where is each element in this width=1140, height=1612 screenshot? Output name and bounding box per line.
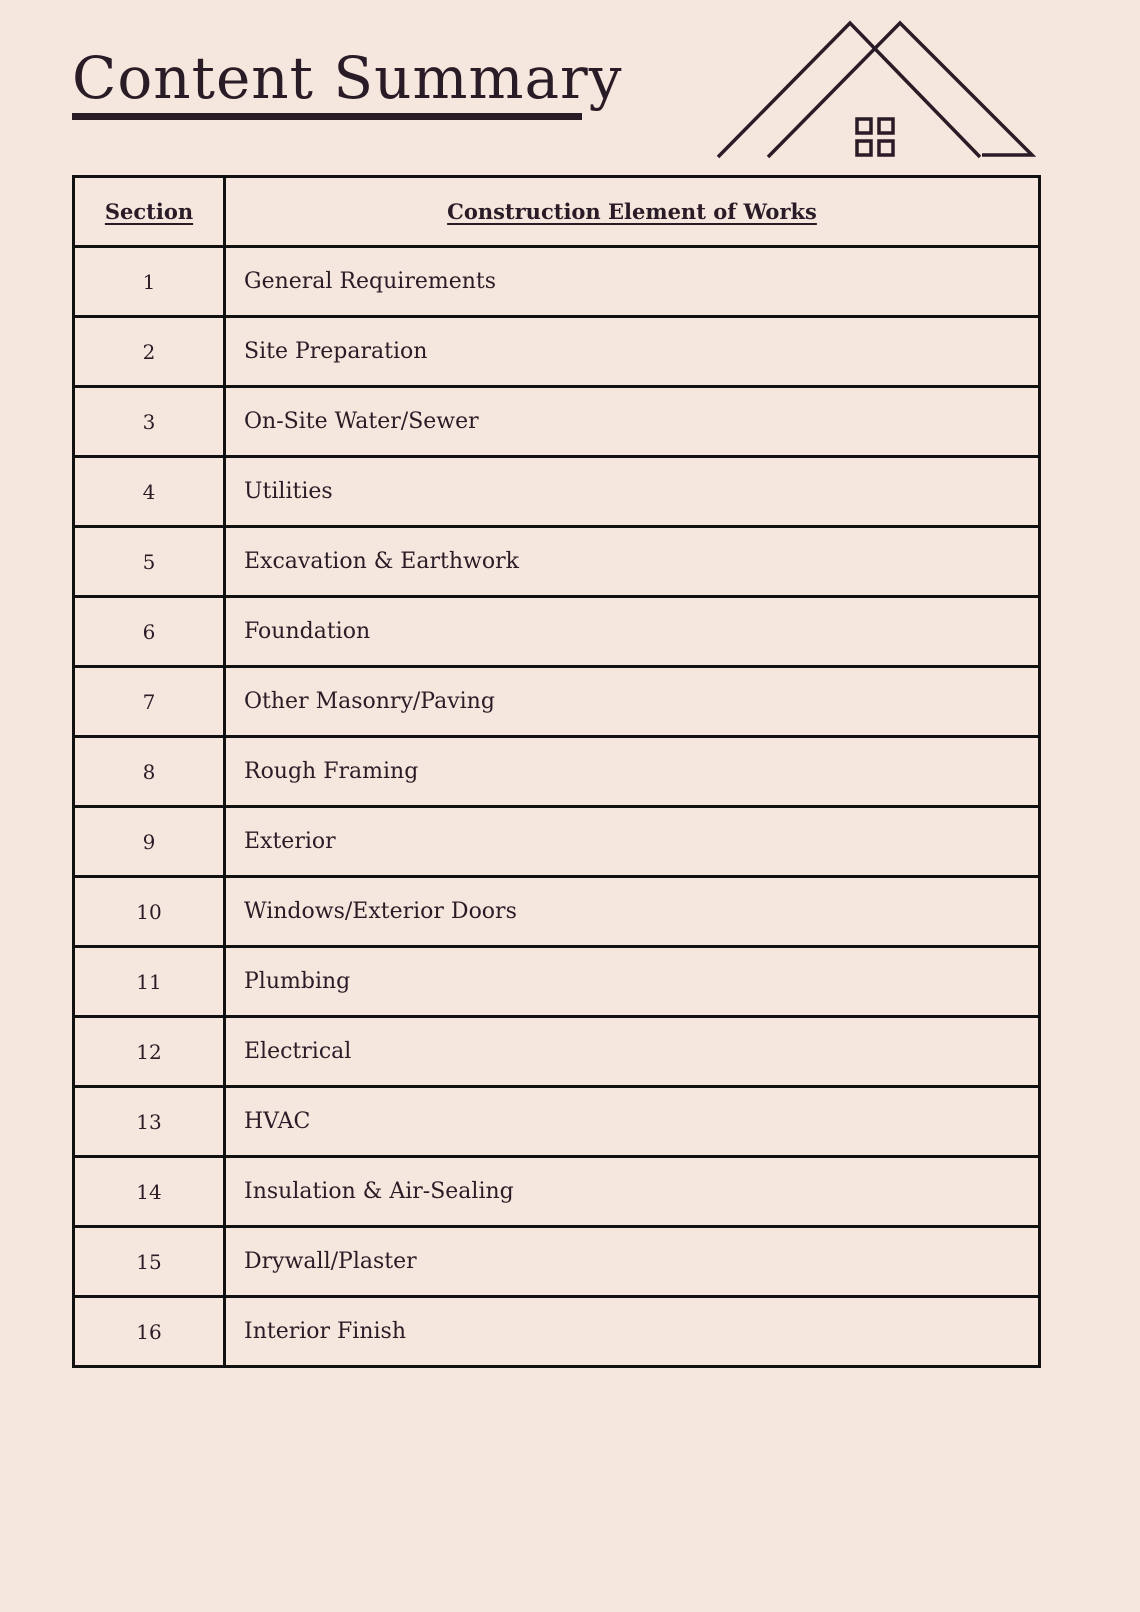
section-number: 16 bbox=[74, 1297, 225, 1367]
table-row bbox=[74, 247, 1040, 317]
section-number: 14 bbox=[74, 1157, 225, 1227]
table-row bbox=[74, 1297, 1040, 1367]
section-number: 11 bbox=[74, 947, 225, 1017]
element-label: Foundation bbox=[225, 597, 1040, 667]
element-label: Excavation & Earthwork bbox=[225, 527, 1040, 597]
section-number: 5 bbox=[74, 527, 225, 597]
section-number: 15 bbox=[74, 1227, 225, 1297]
element-label: Exterior bbox=[225, 807, 1040, 877]
title-underline bbox=[72, 113, 582, 120]
table-row bbox=[74, 737, 1040, 807]
section-number: 10 bbox=[74, 877, 225, 947]
section-number: 8 bbox=[74, 737, 225, 807]
element-label: Interior Finish bbox=[225, 1297, 1040, 1367]
content-table bbox=[72, 175, 1038, 1368]
header-section: Section bbox=[74, 177, 225, 247]
section-number: 4 bbox=[74, 457, 225, 527]
table-row bbox=[74, 947, 1040, 1017]
house-roof-icon bbox=[710, 16, 1040, 166]
table-row bbox=[74, 1087, 1040, 1157]
page-title: Content Summary bbox=[72, 44, 623, 112]
table-row bbox=[74, 597, 1040, 667]
section-number: 1 bbox=[74, 247, 225, 317]
element-label: Plumbing bbox=[225, 947, 1040, 1017]
element-label: Insulation & Air-Sealing bbox=[225, 1157, 1040, 1227]
element-label: Site Preparation bbox=[225, 317, 1040, 387]
table-row bbox=[74, 807, 1040, 877]
element-label: Electrical bbox=[225, 1017, 1040, 1087]
element-label: HVAC bbox=[225, 1087, 1040, 1157]
section-number: 9 bbox=[74, 807, 225, 877]
table-row bbox=[74, 1227, 1040, 1297]
table-row bbox=[74, 1017, 1040, 1087]
section-number: 2 bbox=[74, 317, 225, 387]
table-row bbox=[74, 877, 1040, 947]
section-number: 12 bbox=[74, 1017, 225, 1087]
header-construction-element: Construction Element of Works bbox=[225, 177, 1040, 247]
section-number: 13 bbox=[74, 1087, 225, 1157]
section-number: 6 bbox=[74, 597, 225, 667]
table-row bbox=[74, 387, 1040, 457]
table-row bbox=[74, 527, 1040, 597]
table-row bbox=[74, 317, 1040, 387]
element-label: Other Masonry/Paving bbox=[225, 667, 1040, 737]
table-row bbox=[74, 1157, 1040, 1227]
element-label: Utilities bbox=[225, 457, 1040, 527]
table-row bbox=[74, 667, 1040, 737]
section-number: 7 bbox=[74, 667, 225, 737]
element-label: On-Site Water/Sewer bbox=[225, 387, 1040, 457]
element-label: Rough Framing bbox=[225, 737, 1040, 807]
element-label: Windows/Exterior Doors bbox=[225, 877, 1040, 947]
table-header-row bbox=[74, 177, 1040, 247]
element-label: Drywall/Plaster bbox=[225, 1227, 1040, 1297]
section-number: 3 bbox=[74, 387, 225, 457]
table-row bbox=[74, 457, 1040, 527]
element-label: General Requirements bbox=[225, 247, 1040, 317]
